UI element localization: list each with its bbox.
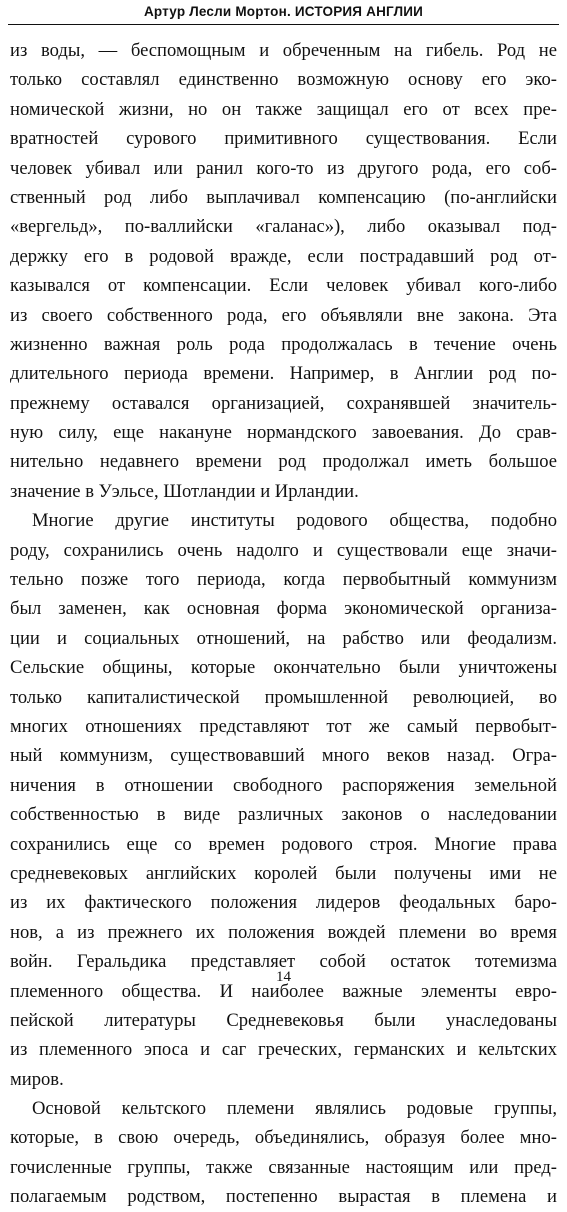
text-line: держку его в родовой вражде, если пострадавший род от- <box>10 245 557 267</box>
running-header: Артур Лесли Мортон. ИСТОРИЯ АНГЛИИ <box>143 4 424 19</box>
text-line: из воды, — беспомощным и обреченным на гибель. Род не <box>10 40 557 61</box>
text-line: номической жизни, но он также защищал его от всех пре- <box>10 98 557 120</box>
text-line: племенного общества. И наиболее важные элементы евро- <box>10 980 557 1002</box>
text-line: вратностей сурового примитивного существования. Если <box>10 128 557 150</box>
text-line: ничения в отношении свободного распоряжения земельной <box>10 774 557 796</box>
text-line: длительного периода времени. Например, в Англии род по- <box>10 363 557 385</box>
text-line: нительно недавнего времени род продолжал иметь большое <box>10 451 557 473</box>
paragraph <box>10 1094 557 1212</box>
text-line: «вергельд», по-валлийски «галанас»), либо оказывал под- <box>10 216 557 238</box>
text-line: из племенного эпоса и саг греческих, германских и кельтских <box>10 1039 557 1061</box>
text-line: был заменен, как основная форма экономической организа- <box>10 598 557 620</box>
text-line: ный коммунизм, существовавший много веков назад. Огра- <box>10 745 557 767</box>
text-line: жизненно важная роль рода продолжалась в течение очень <box>10 333 557 355</box>
paragraph <box>10 506 557 1094</box>
text-line: Многие другие институты родового общества, подобно <box>32 510 557 532</box>
text-line: ции и социальных отношений, на рабство или феодализм. <box>10 627 557 649</box>
text-line: миров. <box>10 1068 64 1090</box>
text-line: нов, а из прежнего их положения вождей племени во время <box>10 921 557 943</box>
text-line: из их фактического положения лидеров феодальных баро- <box>10 892 557 914</box>
text-line: только составлял единственно возможную основу его эко- <box>10 69 557 91</box>
text-line: собственностью в виде различных законов о наследовании <box>10 804 557 826</box>
paragraph <box>10 36 557 506</box>
header-rule <box>8 24 559 25</box>
text-line: человек убивал или ранил кого-то из другого рода, его соб- <box>10 157 557 179</box>
text-line: прежнему оставался организацией, сохранявшей значитель- <box>10 392 557 414</box>
text-line: Основой кельтского племени являлись родовые группы, <box>32 1098 557 1120</box>
text-line: только капиталистической промышленной революцией, во <box>10 686 557 708</box>
text-line: полагаемым родством, постепенно вырастая в племена и <box>10 1186 557 1208</box>
text-line: средневековых английских королей были получены ими не <box>10 862 557 884</box>
text-line: казывался от компенсации. Если человек убивал кого-либо <box>10 275 557 297</box>
text-line: гочисленные группы, также связанные настоящим или пред- <box>10 1156 557 1178</box>
text-line: ственный род либо выплачивал компенсацию (по-английски <box>10 186 557 208</box>
body-text <box>10 36 557 1212</box>
text-line: многих отношениях представляют тот же самый первобыт- <box>10 715 557 737</box>
text-line: ную силу, еще накануне нормандского завоевания. До срав- <box>10 422 557 444</box>
text-line: Сельские общины, которые окончательно были уничтожены <box>10 657 557 679</box>
text-line: из своего собственного рода, его объявляли вне закона. Эта <box>10 304 557 326</box>
page-number: 14 <box>276 969 291 985</box>
text-line: войн. Геральдика представляет собой остаток тотемизма <box>10 951 557 973</box>
text-line: значение в Уэльсе, Шотландии и Ирландии. <box>10 480 359 502</box>
text-line: тельно позже того периода, когда первобытный коммунизм <box>10 569 557 591</box>
text-line: пейской литературы Средневековья были унаследованы <box>10 1009 557 1031</box>
text-line: которые, в свою очередь, объединялись, образуя более мно- <box>10 1127 557 1149</box>
text-line: сохранились еще со времен родового строя. Многие права <box>10 833 557 855</box>
text-line: роду, сохранились очень надолго и существовали еще значи- <box>10 539 557 561</box>
